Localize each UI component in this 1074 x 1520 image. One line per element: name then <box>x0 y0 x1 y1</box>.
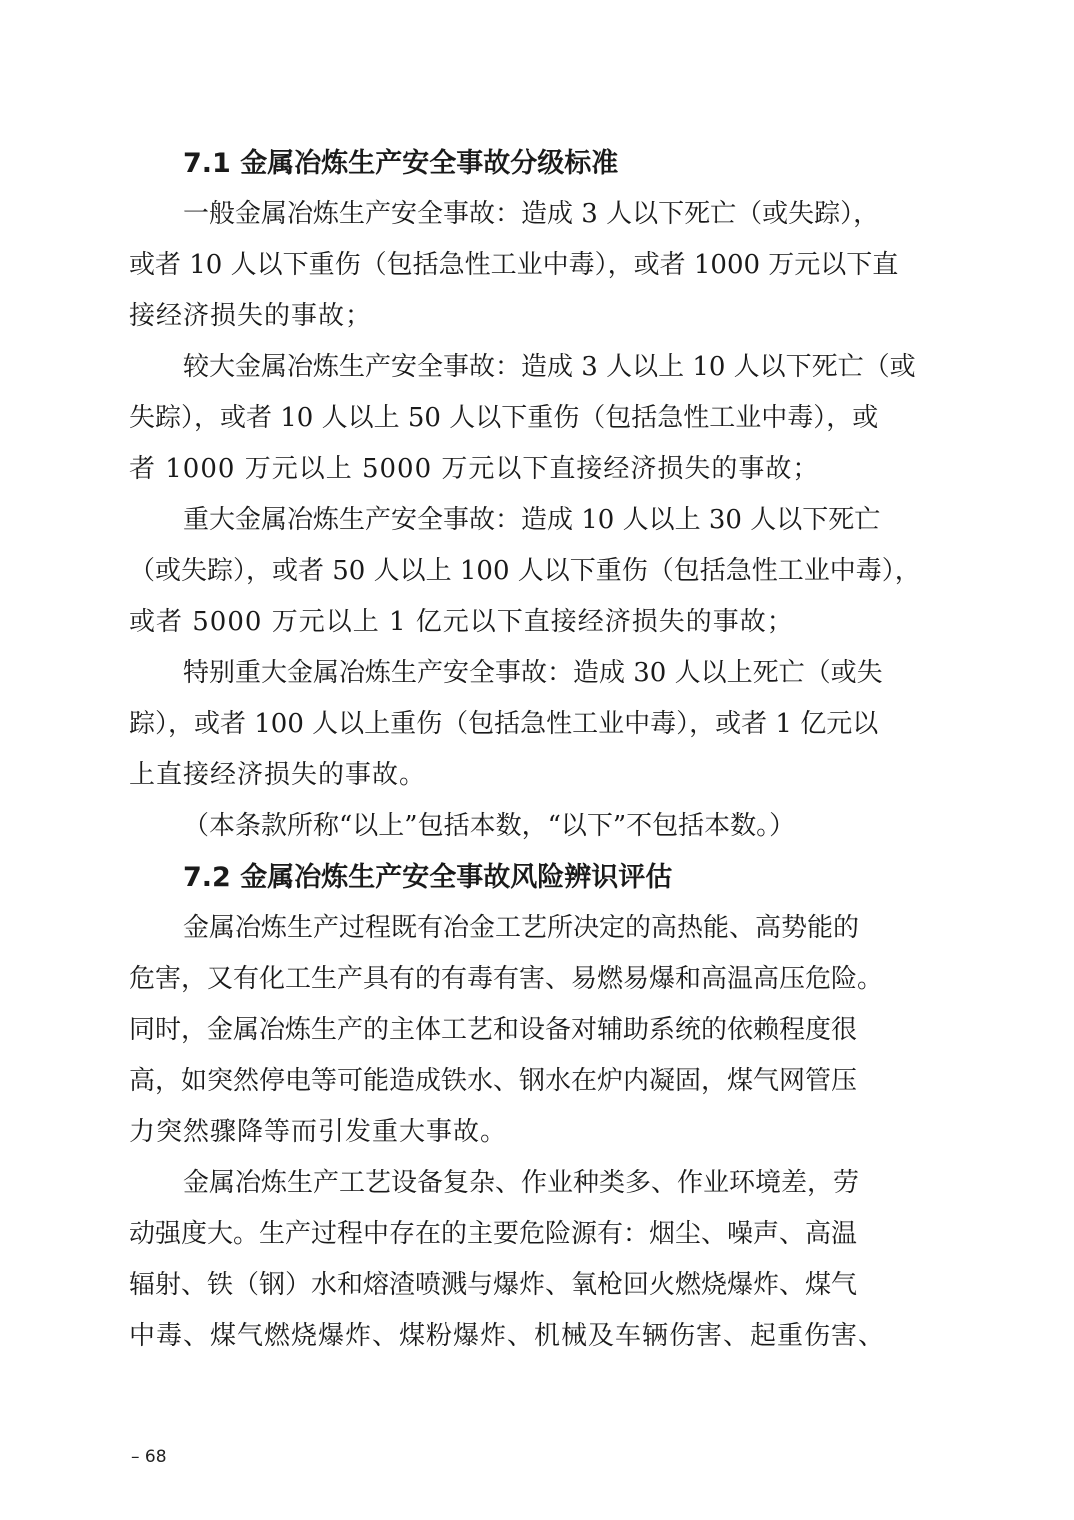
paragraph-line: 金属冶炼生产过程既有冶金工艺所决定的高热能、高势能的 <box>183 913 860 943</box>
paragraph-line: 金属冶炼生产工艺设备复杂、作业种类多、作业环境差，劳 <box>183 1168 860 1198</box>
paragraph-line: 上直接经济损失的事故。 <box>129 760 427 790</box>
body-paragraph <box>129 495 947 648</box>
paragraph-line: 失踪），或者 10 人以上 50 人以下重伤（包括急性工业中毒），或 <box>129 403 879 433</box>
paragraph-line: 同时，金属冶炼生产的主体工艺和设备对辅助系统的依赖程度很 <box>129 1015 858 1045</box>
paragraph-line: 辐射、铁（钢）水和熔渣喷溅与爆炸、氧枪回火燃烧爆炸、煤气 <box>129 1270 858 1300</box>
document-body <box>129 138 947 1362</box>
paragraph-line: 接经济损失的事故； <box>129 301 373 331</box>
section-heading: 7.1 金属冶炼生产安全事故分级标准 <box>183 148 619 179</box>
body-paragraph <box>129 342 947 495</box>
paragraph-line: 力突然骤降等而引发重大事故。 <box>129 1117 508 1147</box>
clause-note: （本条款所称“以上”包括本数，“以下”不包括本数。） <box>183 811 796 841</box>
page-number: – 68 <box>131 1447 167 1467</box>
paragraph-line: 一般金属冶炼生产安全事故：造成 3 人以下死亡（或失踪）， <box>183 199 880 229</box>
paragraph-line: 中毒、煤气燃烧爆炸、煤粉爆炸、机械及车辆伤害、起重伤害、 <box>129 1321 886 1351</box>
paragraph-line: 特别重大金属冶炼生产安全事故：造成 30 人以上死亡（或失 <box>183 658 883 688</box>
paragraph-line: 危害，又有化工生产具有的有毒有害、易燃易爆和高温高压危险。 <box>129 964 884 994</box>
body-paragraph <box>129 648 947 801</box>
section-heading: 7.2 金属冶炼生产安全事故风险辨识评估 <box>183 862 673 893</box>
paragraph-line: 踪），或者 100 人以上重伤（包括急性工业中毒），或者 1 亿元以 <box>129 709 879 739</box>
paragraph-line: 较大金属冶炼生产安全事故：造成 3 人以上 10 人以下死亡（或 <box>183 352 916 382</box>
paragraph-line: 高，如突然停电等可能造成铁水、钢水在炉内凝固，煤气网管压 <box>129 1066 858 1096</box>
paragraph-line: 或者 10 人以下重伤（包括急性工业中毒），或者 1000 万元以下直 <box>129 250 899 280</box>
paragraph-line: 重大金属冶炼生产安全事故：造成 10 人以上 30 人以下死亡 <box>183 505 881 535</box>
body-paragraph <box>129 903 947 1158</box>
body-paragraph <box>129 1158 947 1362</box>
paragraph-line: 者 1000 万元以上 5000 万元以下直接经济损失的事故； <box>129 454 820 484</box>
body-paragraph <box>129 189 947 342</box>
paragraph-line: （或失踪），或者 50 人以上 100 人以下重伤（包括急性工业中毒）， <box>129 556 921 586</box>
paragraph-line: 动强度大。生产过程中存在的主要危险源有：烟尘、噪声、高温 <box>129 1219 858 1249</box>
paragraph-line: 或者 5000 万元以上 1 亿元以下直接经济损失的事故； <box>129 607 794 637</box>
